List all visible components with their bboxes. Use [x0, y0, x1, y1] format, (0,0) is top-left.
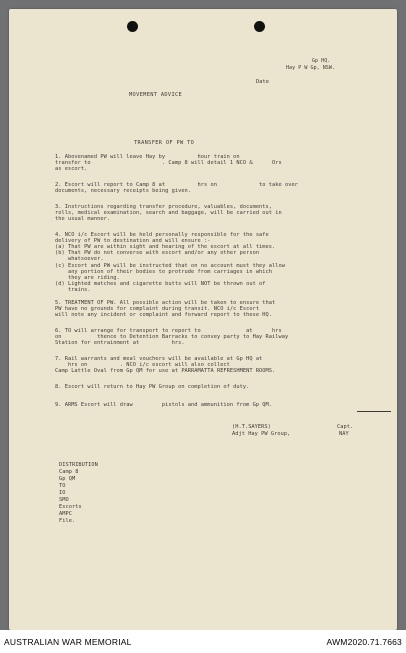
para-4a: (a) That PW are within sight and hearing of the escort at all times.: [55, 244, 276, 250]
distribution-item: Camp 8: [59, 469, 79, 475]
para-5-line-3: will note any incident or complaint and forward report to these HQ.: [55, 312, 273, 318]
para-5-line-1: 5. TREATMENT OF PW. All possible action will be taken to ensure that: [55, 300, 276, 306]
para-6-line-2: on thence to Detention Barracks to convey party to Hay Railway: [55, 334, 289, 340]
distribution-item: AMPC: [59, 511, 72, 517]
stamp-line-1: Gp HQ.: [312, 58, 331, 64]
para-2-line-2: documents, necessary receipts being given.: [55, 188, 192, 194]
para-2-line-1: 2. Escort will report to Camp 8 at hrs on to take over: [55, 182, 298, 188]
footer-accession-number: AWM2020.71.7663: [326, 637, 402, 647]
para-1-line-3: as escort.: [55, 166, 88, 172]
para-6-line-1: 6. TO will arrange for transport to report to at hrs: [55, 328, 282, 334]
para-3-line-1: 3. Instructions regarding transfer procedure, valuables, documents,: [55, 204, 273, 210]
distribution-item: File.: [59, 518, 76, 524]
para-7-line-1: 7. Rail warrants and meal vouchers will be available at Gp HQ at: [55, 356, 263, 362]
margin-pen-mark: [357, 411, 391, 412]
para-4b-line-1: (b) That PW do not converse with escort and/or any other person: [55, 250, 260, 256]
para-3-line-2: rolls, medical examination, search and baggage, will be carried out in: [55, 210, 282, 216]
distribution-item: TO: [59, 483, 66, 489]
stamp-line-2: Hay P W Gp, NSW.: [286, 65, 335, 71]
para-4c-line-2: any portion of their bodies to protrude from carriages in which: [55, 269, 273, 275]
distribution-title: DISTRIBUTION: [59, 462, 98, 468]
para-9: 9. ARMS Escort will draw pistols and ammunition from Gp QM.: [55, 402, 273, 408]
document-subheading: TRANSFER OF PW TO: [134, 140, 195, 146]
document-heading: MOVEMENT ADVICE: [129, 92, 183, 98]
punch-hole-left: [127, 21, 138, 32]
para-4c-line-3: they are riding.: [55, 275, 120, 281]
para-7-line-3: Camp Lattle Oval from Gp QM for use at PARRAMATTA REFRESHMENT ROOMS.: [55, 368, 276, 374]
distribution-item: SMO: [59, 497, 69, 503]
para-1-line-1: 1. Abovenamed PW will leave Hay by hour train on: [55, 154, 240, 160]
para-8: 8. Escort will return to Hay PW Group on completion of duty.: [55, 384, 250, 390]
distribution-item: Escorts: [59, 504, 82, 510]
para-4c-line-1: (c) Escort and PW will be instructed that on no account must they allow: [55, 263, 285, 269]
signature-rank: Capt.: [337, 424, 354, 430]
para-1-line-2: transfer to . Camp 8 will detail 1 NCO & Ors: [55, 160, 282, 166]
document-page: [9, 9, 397, 630]
para-7-line-2: hrs on . NCO i/c escort will also collect: [55, 362, 230, 368]
para-5-line-2: PW have no grounds for complaint during transit. NCO i/c Escort: [55, 306, 260, 312]
signature-unit: NAY: [339, 431, 349, 437]
para-4-line-1: 4. NCO i/c Escort will be held personally responsible for the safe: [55, 232, 269, 238]
para-4-line-2: delivery of PW to destination and will ensure :-: [55, 238, 211, 244]
footer-institution: AUSTRALIAN WAR MEMORIAL: [4, 637, 132, 647]
para-6-line-3: Station for entrainment at hrs.: [55, 340, 185, 346]
punch-hole-right: [254, 21, 265, 32]
para-4b-line-2: whatsoever.: [55, 256, 104, 262]
signature-position: Adjt Hay PW Group,: [232, 431, 291, 437]
signature-name: (H.T.SAYERS): [232, 424, 271, 430]
archive-footer: [0, 630, 406, 653]
para-4d-line-1: (d) Lighted matches and cigarette butts will NOT be thrown out of: [55, 281, 266, 287]
distribution-item: IO: [59, 490, 66, 496]
date-label: Date: [256, 79, 269, 85]
para-4d-line-2: trains.: [55, 287, 91, 293]
distribution-item: Gp QM: [59, 476, 76, 482]
para-3-line-3: the usual manner.: [55, 216, 111, 222]
